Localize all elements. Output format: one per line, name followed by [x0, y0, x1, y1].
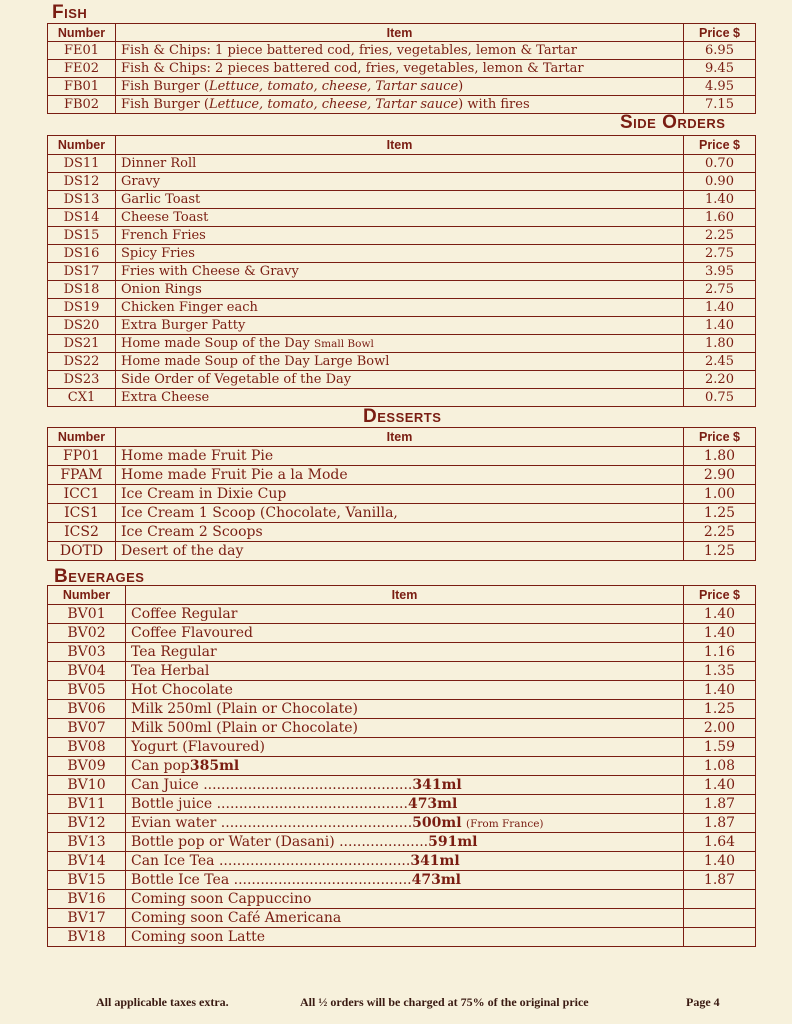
table-row [48, 909, 756, 928]
item-number: BV11 [48, 795, 126, 814]
item-name: Fries with Cheese & Gravy [116, 263, 684, 281]
item-price: 1.25 [684, 542, 756, 561]
table-row [48, 281, 756, 299]
item-price: 0.90 [684, 173, 756, 191]
table-row [48, 504, 756, 523]
item-name: Ice Cream 1 Scoop (Chocolate, Vanilla, [116, 504, 684, 523]
item-name: Milk 500ml (Plain or Chocolate) [126, 719, 684, 738]
item-name: Yogurt (Flavoured) [126, 738, 684, 757]
table-row [48, 814, 756, 833]
item-price: 1.40 [684, 624, 756, 643]
item-number: BV02 [48, 624, 126, 643]
item-price: 2.25 [684, 227, 756, 245]
footer-taxes: All applicable taxes extra. [96, 995, 229, 1009]
side-orders-table [47, 135, 756, 407]
table-row [48, 776, 756, 795]
item-name: Spicy Fries [116, 245, 684, 263]
item-number: DS20 [48, 317, 116, 335]
table-row [48, 371, 756, 389]
item-name: Coming soon Latte [126, 928, 684, 947]
item-number: BV12 [48, 814, 126, 833]
header-number: Number [48, 428, 116, 447]
item-price: 1.40 [684, 776, 756, 795]
table-row [48, 335, 756, 353]
item-number: BV13 [48, 833, 126, 852]
table-row [48, 96, 756, 114]
item-name: Gravy [116, 173, 684, 191]
item-name: Cheese Toast [116, 209, 684, 227]
item-name: Bottle pop or Water (Dasani) ....................591ml [126, 833, 684, 852]
item-name: Coffee Regular [126, 605, 684, 624]
item-number: DS19 [48, 299, 116, 317]
item-number: DOTD [48, 542, 116, 561]
item-number: BV05 [48, 681, 126, 700]
item-number: BV15 [48, 871, 126, 890]
item-number: FB01 [48, 78, 116, 96]
item-price: 0.70 [684, 155, 756, 173]
item-price [684, 909, 756, 928]
table-row [48, 42, 756, 60]
side-orders-section-title: Side Orders [620, 112, 726, 133]
table-row [48, 389, 756, 407]
item-number: BV08 [48, 738, 126, 757]
item-number: CX1 [48, 389, 116, 407]
item-name: Fish Burger (Lettuce, tomato, cheese, Tartar sauce) with fires [116, 96, 684, 114]
item-number: FE01 [48, 42, 116, 60]
item-name: Bottle Ice Tea ........................................473ml [126, 871, 684, 890]
table-row [48, 466, 756, 485]
table-row [48, 447, 756, 466]
item-number: FP01 [48, 447, 116, 466]
table-row [48, 191, 756, 209]
item-price: 1.80 [684, 447, 756, 466]
item-price: 1.40 [684, 317, 756, 335]
item-name: Chicken Finger each [116, 299, 684, 317]
item-price: 1.40 [684, 605, 756, 624]
item-price: 6.95 [684, 42, 756, 60]
item-number: DS14 [48, 209, 116, 227]
item-price: 2.45 [684, 353, 756, 371]
item-name: Onion Rings [116, 281, 684, 299]
table-row [48, 662, 756, 681]
item-name: Ice Cream 2 Scoops [116, 523, 684, 542]
item-price: 4.95 [684, 78, 756, 96]
item-price: 2.20 [684, 371, 756, 389]
table-row [48, 317, 756, 335]
item-name: Fish & Chips: 2 pieces battered cod, fries, vegetables, lemon & Tartar [116, 60, 684, 78]
item-name: Fish & Chips: 1 piece battered cod, fries, vegetables, lemon & Tartar [116, 42, 684, 60]
item-name: Side Order of Vegetable of the Day [116, 371, 684, 389]
header-number: Number [48, 24, 116, 42]
item-number: BV18 [48, 928, 126, 947]
item-name: French Fries [116, 227, 684, 245]
item-name: Can pop385ml [126, 757, 684, 776]
item-number: DS16 [48, 245, 116, 263]
item-number: BV07 [48, 719, 126, 738]
item-price: 1.80 [684, 335, 756, 353]
item-price: 1.60 [684, 209, 756, 227]
item-name: Fish Burger (Lettuce, tomato, cheese, Tartar sauce) [116, 78, 684, 96]
item-name: Evian water ...........................................500ml (From France) [126, 814, 684, 833]
fish-section-title: Fish [52, 2, 88, 23]
item-number: DS11 [48, 155, 116, 173]
item-price: 1.87 [684, 795, 756, 814]
item-name: Home made Fruit Pie [116, 447, 684, 466]
item-number: DS17 [48, 263, 116, 281]
item-number: DS12 [48, 173, 116, 191]
table-row [48, 795, 756, 814]
header-price: Price $ [684, 136, 756, 155]
item-name: Hot Chocolate [126, 681, 684, 700]
item-number: BV03 [48, 643, 126, 662]
item-name: Coffee Flavoured [126, 624, 684, 643]
footer-page-number: Page 4 [686, 995, 720, 1009]
desserts-table [47, 427, 756, 561]
table-row [48, 852, 756, 871]
item-name: Ice Cream in Dixie Cup [116, 485, 684, 504]
item-number: FPAM [48, 466, 116, 485]
table-row [48, 542, 756, 561]
table-row [48, 757, 756, 776]
table-row [48, 155, 756, 173]
table-row [48, 719, 756, 738]
table-row [48, 485, 756, 504]
item-name: Tea Herbal [126, 662, 684, 681]
item-name: Home made Fruit Pie a la Mode [116, 466, 684, 485]
header-number: Number [48, 136, 116, 155]
item-number: DS22 [48, 353, 116, 371]
item-name: Extra Burger Patty [116, 317, 684, 335]
item-price: 1.40 [684, 852, 756, 871]
item-name: Home made Soup of the Day Small Bowl [116, 335, 684, 353]
table-row [48, 353, 756, 371]
table-row [48, 227, 756, 245]
item-number: FB02 [48, 96, 116, 114]
item-number: BV09 [48, 757, 126, 776]
header-item: Item [116, 428, 684, 447]
item-price: 2.75 [684, 281, 756, 299]
item-number: DS23 [48, 371, 116, 389]
table-row [48, 209, 756, 227]
beverages-table [47, 585, 756, 947]
item-price: 1.08 [684, 757, 756, 776]
table-row [48, 78, 756, 96]
item-number: BV10 [48, 776, 126, 795]
table-row [48, 245, 756, 263]
item-price: 1.40 [684, 299, 756, 317]
item-name: Coming soon Cappuccino [126, 890, 684, 909]
item-price: 1.40 [684, 191, 756, 209]
item-price: 2.75 [684, 245, 756, 263]
item-number: DS18 [48, 281, 116, 299]
item-price: 9.45 [684, 60, 756, 78]
item-number: BV17 [48, 909, 126, 928]
item-name: Bottle juice ...........................................473ml [126, 795, 684, 814]
header-price: Price $ [684, 428, 756, 447]
table-row [48, 605, 756, 624]
table-row [48, 738, 756, 757]
table-row [48, 173, 756, 191]
item-name: Garlic Toast [116, 191, 684, 209]
item-number: BV14 [48, 852, 126, 871]
item-name: Home made Soup of the Day Large Bowl [116, 353, 684, 371]
item-price: 0.75 [684, 389, 756, 407]
item-price: 1.64 [684, 833, 756, 852]
item-price: 1.35 [684, 662, 756, 681]
item-name: Desert of the day [116, 542, 684, 561]
table-row [48, 60, 756, 78]
item-number: BV16 [48, 890, 126, 909]
item-number: DS21 [48, 335, 116, 353]
table-row [48, 263, 756, 281]
item-price [684, 890, 756, 909]
item-price: 7.15 [684, 96, 756, 114]
item-price [684, 928, 756, 947]
footer-half-orders: All ½ orders will be charged at 75% of the original price [300, 995, 589, 1009]
header-price: Price $ [684, 586, 756, 605]
item-price: 1.25 [684, 700, 756, 719]
item-name: Coming soon Café Americana [126, 909, 684, 928]
item-price: 3.95 [684, 263, 756, 281]
item-name: Dinner Roll [116, 155, 684, 173]
table-row [48, 681, 756, 700]
table-row [48, 871, 756, 890]
table-row [48, 833, 756, 852]
item-price: 1.87 [684, 814, 756, 833]
header-item: Item [116, 24, 684, 42]
item-number: ICS1 [48, 504, 116, 523]
table-row [48, 523, 756, 542]
item-number: DS13 [48, 191, 116, 209]
item-name: Can Juice ...............................................341ml [126, 776, 684, 795]
item-number: ICS2 [48, 523, 116, 542]
beverages-section-title: Beverages [54, 566, 145, 587]
header-item: Item [126, 586, 684, 605]
item-price: 1.87 [684, 871, 756, 890]
item-number: FE02 [48, 60, 116, 78]
table-row [48, 928, 756, 947]
item-number: DS15 [48, 227, 116, 245]
item-name: Tea Regular [126, 643, 684, 662]
item-name: Can Ice Tea ...........................................341ml [126, 852, 684, 871]
fish-table [47, 23, 756, 114]
item-name: Extra Cheese [116, 389, 684, 407]
item-price: 1.40 [684, 681, 756, 700]
table-row [48, 299, 756, 317]
item-number: BV06 [48, 700, 126, 719]
item-price: 2.90 [684, 466, 756, 485]
item-number: ICC1 [48, 485, 116, 504]
header-number: Number [48, 586, 126, 605]
item-number: BV04 [48, 662, 126, 681]
item-price: 1.59 [684, 738, 756, 757]
table-row [48, 643, 756, 662]
table-row [48, 700, 756, 719]
table-row [48, 890, 756, 909]
item-price: 2.25 [684, 523, 756, 542]
item-price: 1.00 [684, 485, 756, 504]
item-number: BV01 [48, 605, 126, 624]
item-price: 1.25 [684, 504, 756, 523]
desserts-section-title: Desserts [363, 406, 442, 427]
item-name: Milk 250ml (Plain or Chocolate) [126, 700, 684, 719]
table-row [48, 624, 756, 643]
item-price: 1.16 [684, 643, 756, 662]
header-item: Item [116, 136, 684, 155]
item-price: 2.00 [684, 719, 756, 738]
header-price: Price $ [684, 24, 756, 42]
